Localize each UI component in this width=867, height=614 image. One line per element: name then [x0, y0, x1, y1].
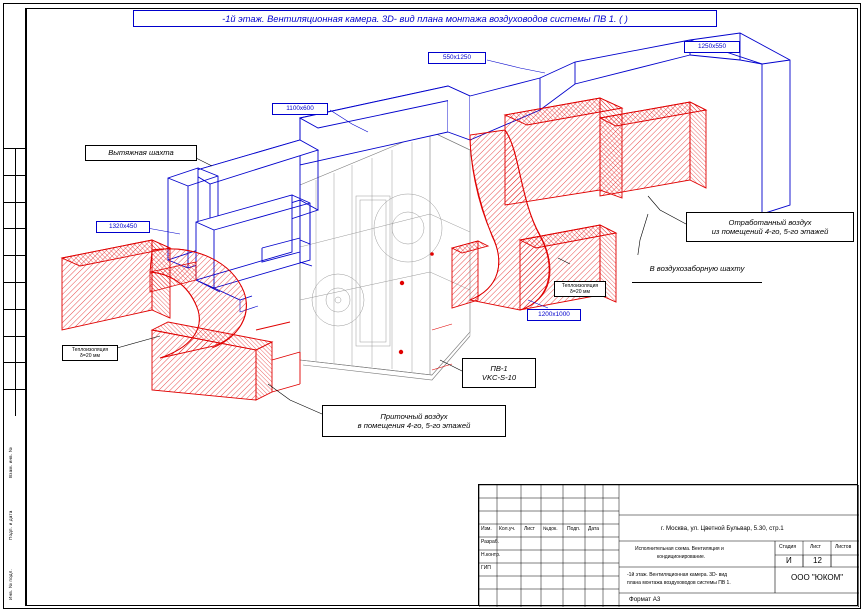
stamp-col-list: Лист: [524, 526, 535, 532]
label-duct-1200x1000: 1200x1000: [527, 309, 581, 321]
stamp-address: г. Москва, ул. Цветной Бульвар, 5.30, стр.1: [661, 525, 784, 532]
stamp-sheet-title-line1: -1й этаж. Вентиляционная камера. 3D- вид: [627, 572, 728, 578]
label-duct-1100x600: 1100x600: [272, 103, 328, 115]
side-label-podp-data: Подп. и дата: [8, 510, 13, 540]
stamp-role-razrab: Разраб.: [481, 539, 500, 545]
stamp-value-stadiya: И: [786, 556, 792, 565]
side-label-vzam-inv: Взам. инв. №: [8, 447, 13, 478]
stamp-role-gip: ГИП: [481, 565, 491, 571]
stamp-col-podp: Подп.: [567, 526, 581, 532]
stamp-head-stadiya: Стадия: [779, 544, 797, 550]
label-to-intake-shaft: В воздухозаборную шахту: [632, 255, 762, 283]
ahu-unit-body: [300, 130, 470, 380]
title-block: [478, 484, 858, 606]
label-insulation-left: Теплоизоляция δ=20 мм: [62, 345, 118, 361]
stamp-value-list: 12: [813, 556, 822, 565]
label-duct-1250x550: 1250x550: [684, 41, 740, 53]
stamp-head-listov: Листов: [835, 544, 852, 550]
stamp-col-data: Дата: [588, 526, 600, 532]
label-duct-550x1250: 550x1250: [428, 52, 486, 64]
stamp-head-list: Лист: [810, 544, 821, 550]
page-title: -1й этаж. Вентиляционная камера. 3D- вид плана монтажа воздуховодов системы ПВ 1. ( ): [222, 13, 628, 24]
label-spent-air: Отработанный воздух из помещений 4-го, 5-го этажей: [686, 212, 854, 242]
stamp-footer-format: Формат А3: [629, 596, 661, 603]
label-insulation-right: Теплоизоляция δ=20 мм: [554, 281, 606, 297]
stamp-col-koluch: Кол.уч.: [499, 526, 516, 532]
stamp-doc-title-line1: Исполнительная схема. Вентиляция и: [635, 546, 724, 552]
stamp-col-izm: Изм.: [481, 526, 492, 532]
label-ahu-unit: ПВ-1 VKC-S-10: [462, 358, 536, 388]
side-label-inv-podl: Инв. № подл.: [8, 568, 13, 600]
label-supply-air: Приточный воздух в помещения 4-го, 5-го этажей: [322, 405, 506, 437]
stamp-sheet-title-line2: плана монтажа воздуховодов системы ПВ 1.: [627, 580, 731, 586]
stamp-col-ndok: №док.: [543, 526, 558, 532]
stamp-company: ООО "ЮКОМ": [791, 573, 844, 582]
label-exhaust-shaft: Вытяжная шахта: [85, 145, 197, 161]
stamp-role-nkontr: Н.контр.: [481, 552, 501, 558]
stamp-doc-title-line2: кондиционирование.: [657, 554, 706, 560]
label-duct-1320x450: 1320x450: [96, 221, 150, 233]
